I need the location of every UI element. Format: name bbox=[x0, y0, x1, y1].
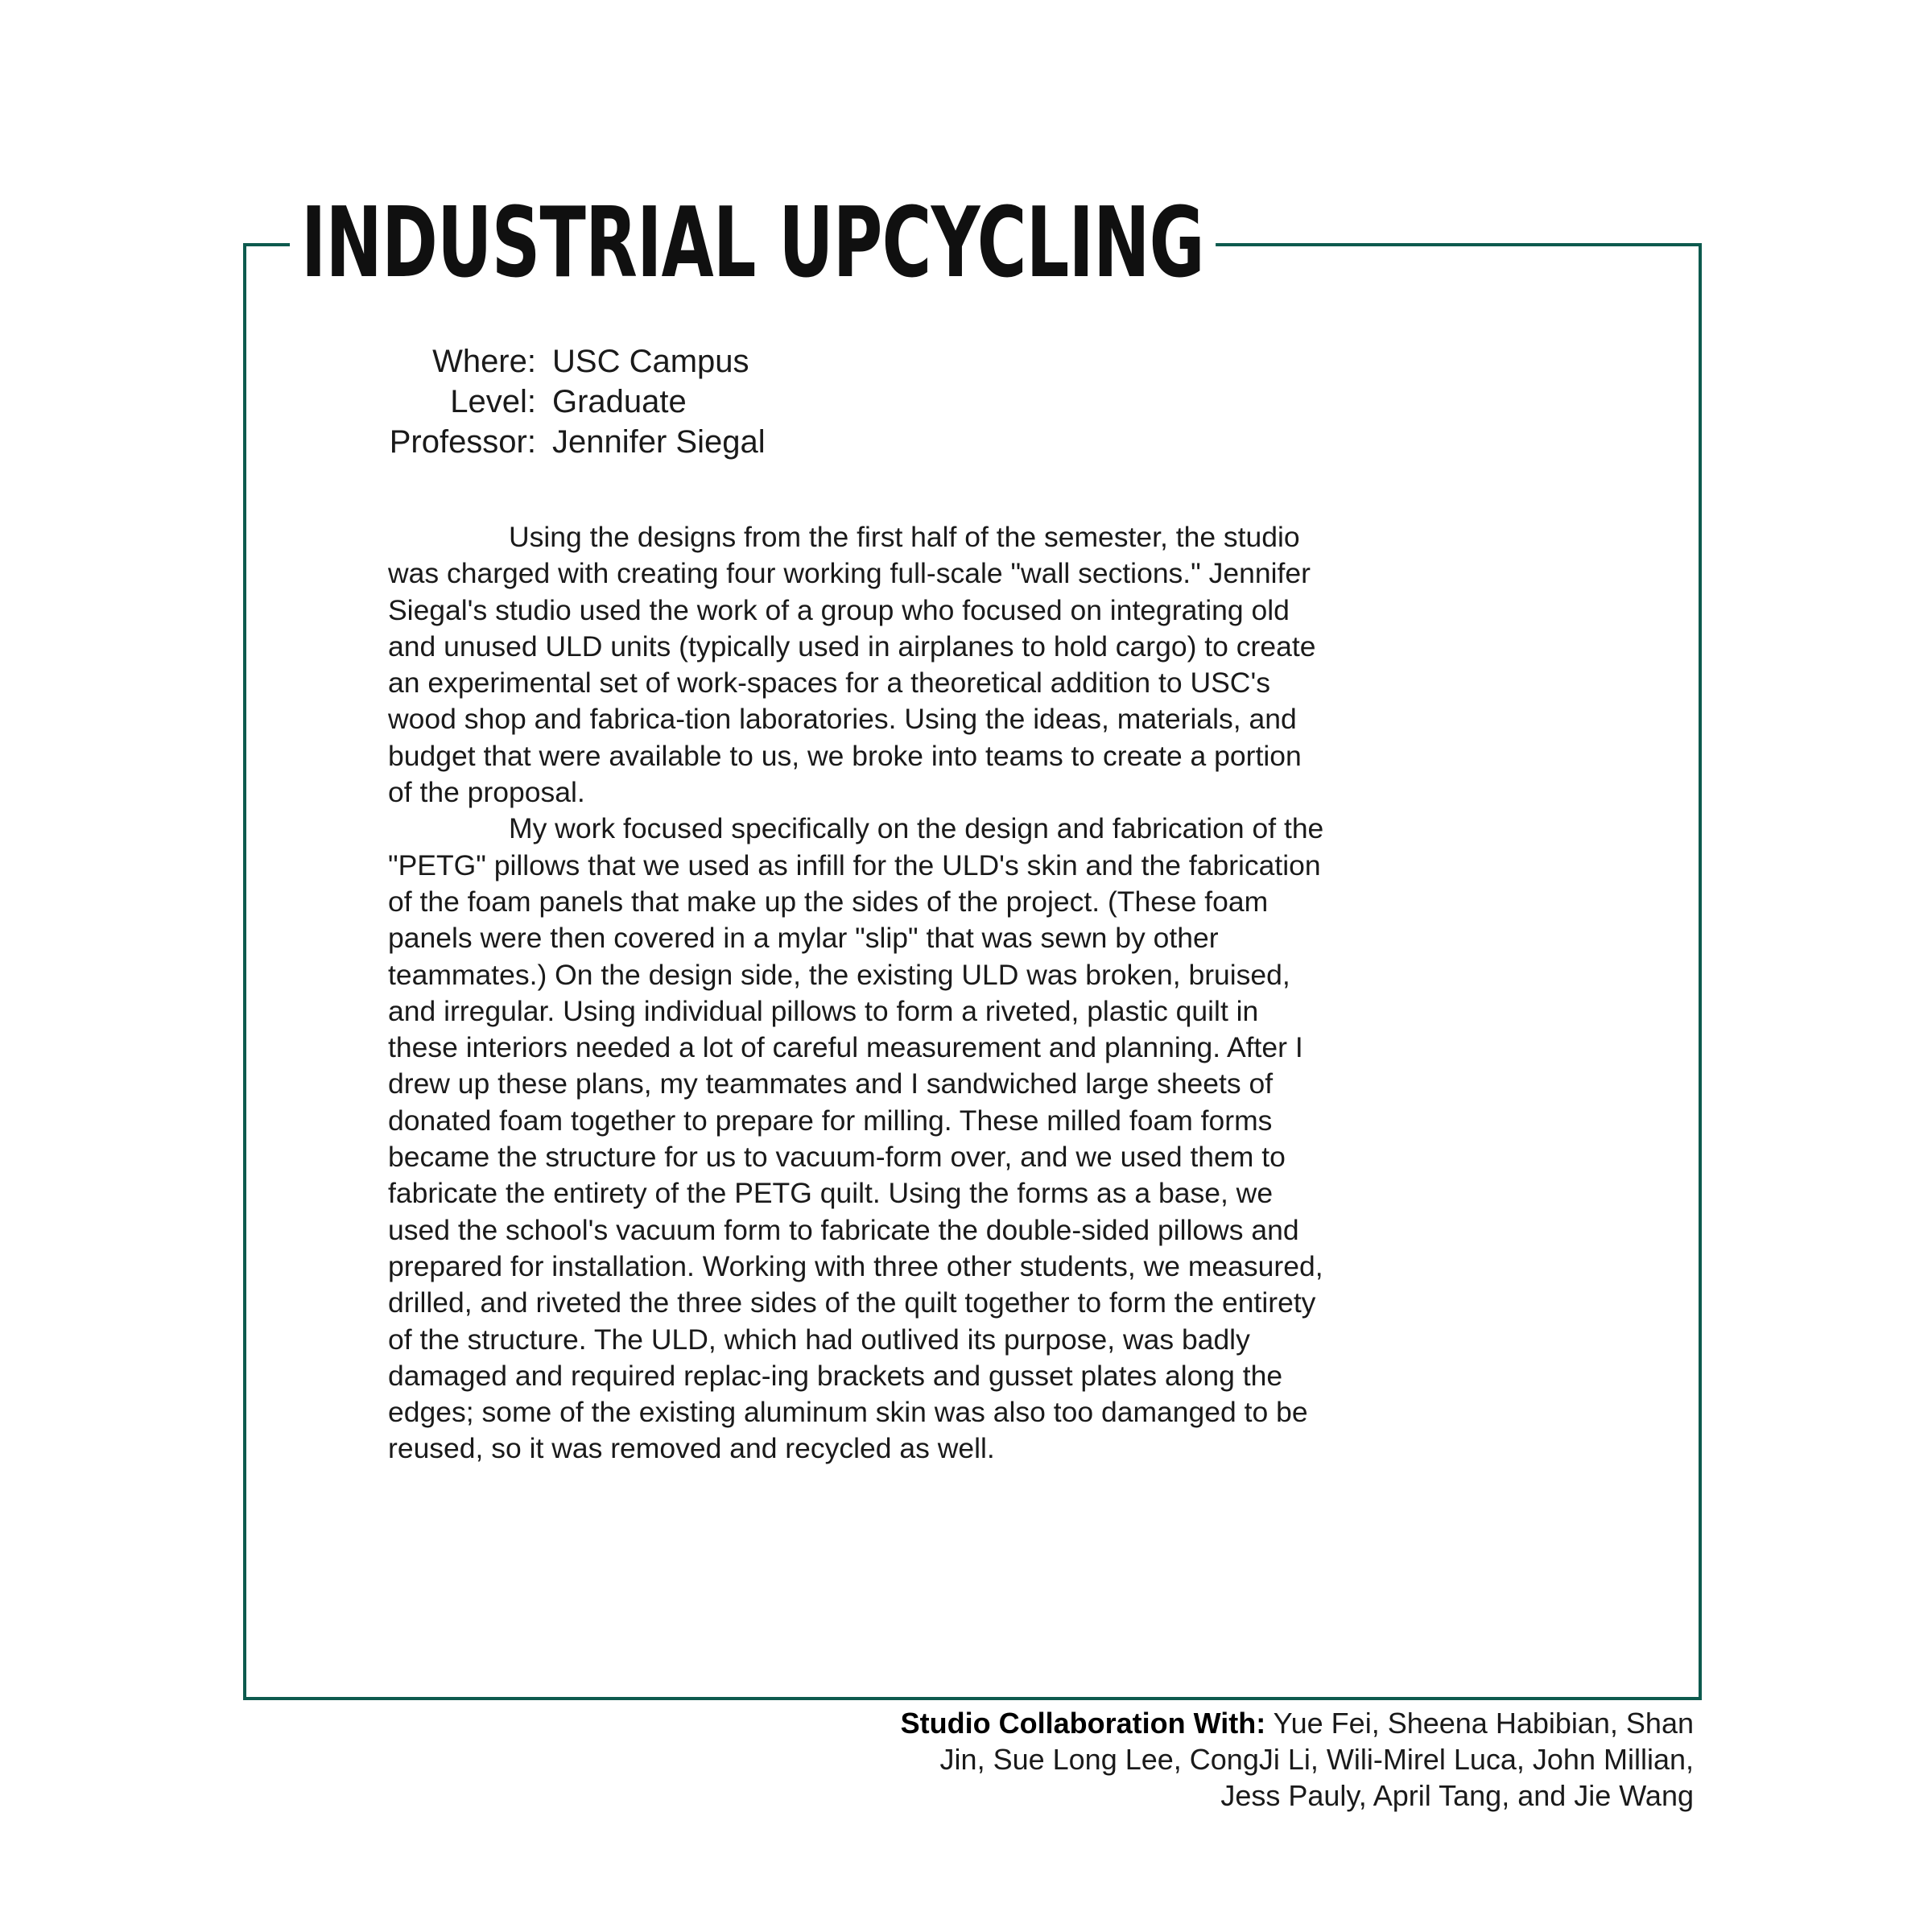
meta-row-where bbox=[378, 341, 766, 382]
meta-label: Where: bbox=[432, 344, 536, 379]
project-meta bbox=[378, 341, 766, 462]
paragraph: Using the designs from the first half of the semester, the studio was charged with creating four working full-scale "wall sections." Jennifer Siegal's studio used the work of a group who focused on integrating old and unused ULD units (typically used in airplanes to hold cargo) to create an experimental set of work-spaces for a theoretical addition to USC's wood shop and fabrica-tion laboratories. Using the ideas, materials, and budget that were available to us, we broke into teams to create a portion of the proposal. bbox=[388, 521, 1316, 809]
project-description bbox=[388, 519, 1330, 1468]
meta-row-level bbox=[378, 382, 766, 422]
meta-row-professor bbox=[378, 422, 766, 462]
meta-value: Graduate bbox=[552, 384, 687, 419]
meta-label: Professor: bbox=[389, 424, 536, 460]
credits-label: Studio Collaboration With: bbox=[900, 1707, 1266, 1740]
credits-names: Yue Fei, Sheena Habibian, Shan Jin, Sue Long Lee, CongJi Li, Wili-Mirel Luca, John Millian, Jess Pauly, April Tang, and Jie Wang bbox=[939, 1707, 1694, 1812]
meta-value: USC Campus bbox=[552, 344, 749, 379]
meta-label: Level: bbox=[450, 384, 536, 419]
paragraph: My work focused specifically on the design and fabrication of the "PETG" pillows that we used as infill for the ULD's skin and the fabrication of the foam panels that make up the sides of the project. (These foam panels were then covered in a mylar "slip" that was sewn by other teammates.) On the design side, the existing ULD was broken, bruised, and irregular. Using individual pillows to form a riveted, plastic quilt in these interiors needed a lot of careful measurement and planning. After I drew up these plans, my teammates and I sandwiched large sheets of donated foam together to prepare for milling. These milled foam forms became the structure for us to vacuum-form over, and we used them to fabricate the entirety of the PETG quilt. Using the forms as a base, we used the school's vacuum form to fabricate the double-sided pillows and prepared for installation. Working with three other students, we measured, drilled, and riveted the three sides of the quilt together to form the entirety of the structure. The ULD, which had outlived its purpose, was badly damaged and required replac-ing brackets and gusset plates along the edges; some of the existing aluminum skin was also too damanged to be reused, so it was removed and recycled as well. bbox=[388, 812, 1324, 1465]
collaboration-credits bbox=[889, 1705, 1694, 1814]
page-title: INDUSTRIAL UPCYCLING bbox=[290, 184, 1216, 304]
meta-value: Jennifer Siegal bbox=[552, 424, 766, 460]
